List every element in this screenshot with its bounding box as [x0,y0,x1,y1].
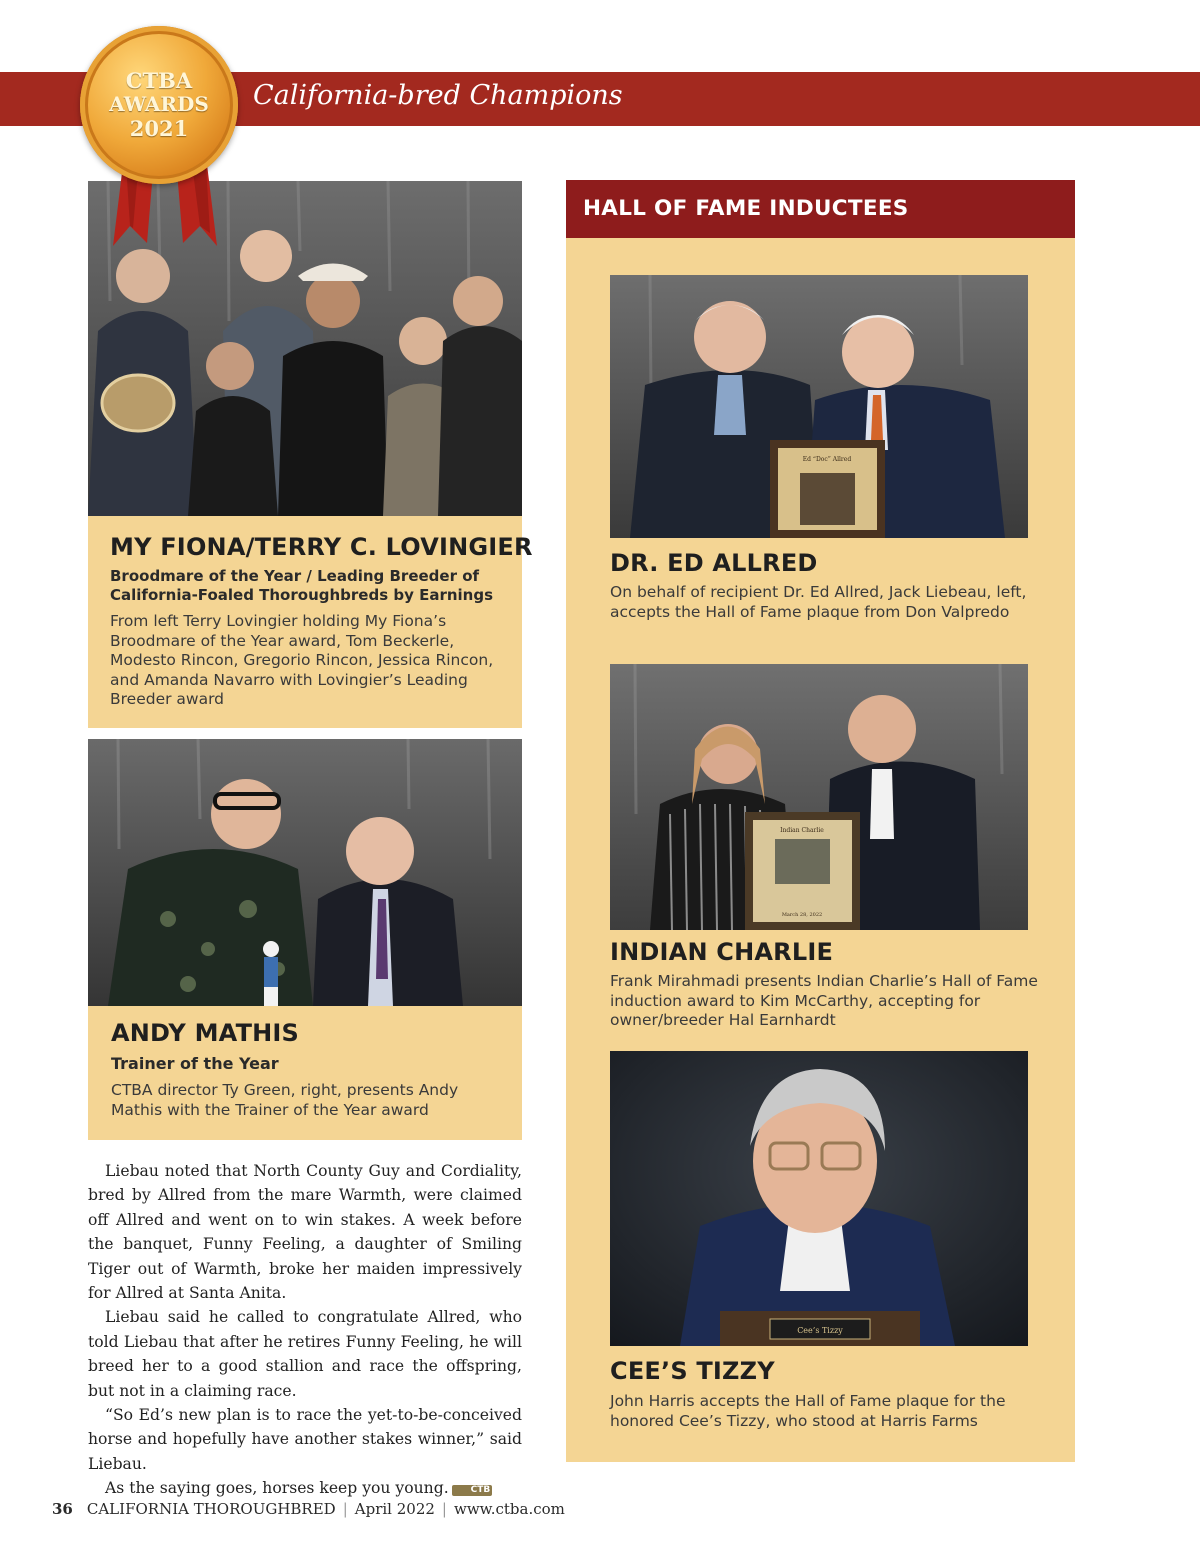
article-paragraph: Liebau said he called to congratulate Allred, who told Liebau that after he retires Funny Feeling, he will breed her to a good stallion and race the offspring, but not in a claiming race. [88,1308,522,1400]
article-paragraph: Liebau noted that North County Guy and Cordiality, bred by Allred from the mare Warmth, were claimed off Allred and went on to win stakes. A week before the banquet, Funny Feeling, a daughter of Smiling Tiger out of Warmth, broke her maiden impressively for Allred at Santa Anita. [88,1162,522,1303]
plaque-inscription: Indian Charlie [780,827,824,834]
seal-line-awards: AWARDS [109,92,209,116]
caption-box-lovingier [88,516,533,728]
article-paragraph-text: As the saying goes, horses keep you young. [105,1479,449,1498]
photo-caption: CTBA director Ty Green, right, presents Andy Mathis with the Trainer of the Year award [111,1081,459,1119]
photo-indian-charlie [610,664,1028,930]
seal-line-ctba: CTBA [125,68,193,93]
footer-separator: | [441,1500,447,1518]
award-winner-name: MY FIONA/TERRY C. LOVINGIER [110,533,533,561]
ctb-end-mark: CTB [452,1485,493,1496]
inductee-caption: On behalf of recipient Dr. Ed Allred, Jack Liebeau, left, accepts the Hall of Fame plaque from Don Valpredo [610,583,1027,621]
inductee-name: CEE’S TIZZY [610,1357,775,1385]
inductee-caption: Frank Mirahmadi presents Indian Charlie’s Hall of Fame induction award to Kim McCarthy, accepting for owner/breeder Hal Earnhardt [610,972,1038,1029]
article-paragraph: “So Ed’s new plan is to race the yet-to-be-conceived horse and hopefully have another stakes winner,” said Liebau. [88,1406,522,1473]
hall-of-fame-heading: HALL OF FAME INDUCTEES [583,196,909,221]
footer-separator: | [342,1500,348,1518]
page-footer [52,1500,565,1518]
hall-of-fame-header [566,180,1075,238]
website: www.ctba.com [453,1500,565,1518]
seal-line-year: 2021 [129,116,189,141]
award-category: Broodmare of the Year / Leading Breeder of California-Foaled Thoroughbreds by Earnings [110,567,494,604]
inductee-caption: John Harris accepts the Hall of Fame plaque for the honored Cee’s Tizzy, who stood at Harris Farms [610,1392,1006,1430]
issue-date: April 2022 [354,1500,435,1518]
caption-box-mathis [88,1006,522,1140]
inductee-name: INDIAN CHARLIE [610,938,834,966]
photo-caption: From left Terry Lovingier holding My Fiona’s Broodmare of the Year award, Tom Beckerle, Modesto Rincon, Gregorio Rincon, Jessica Rincon, and Amanda Navarro with Lovingier’s Leading Breeder award [110,612,494,708]
article-paragraph-last [88,1476,522,1500]
photo-ed-allred [610,275,1028,538]
inductee-name: DR. ED ALLRED [610,549,818,577]
photo-andy-mathis [88,739,522,1006]
section-title: California-bred Champions [253,80,623,111]
award-winner-name: ANDY MATHIS [111,1019,300,1047]
award-category: Trainer of the Year [111,1054,279,1073]
article-body [88,1159,522,1501]
plaque-inscription: Cee’s Tizzy [797,1326,843,1335]
photo-cees-tizzy [610,1051,1028,1346]
ctba-awards-seal [80,26,238,184]
plaque-date: March 28, 2022 [781,912,823,918]
publication-name: CALIFORNIA THOROUGHBRED [86,1500,336,1518]
plaque-inscription: Ed “Doc” Allred [802,456,852,463]
page-number: 36 [52,1500,73,1518]
